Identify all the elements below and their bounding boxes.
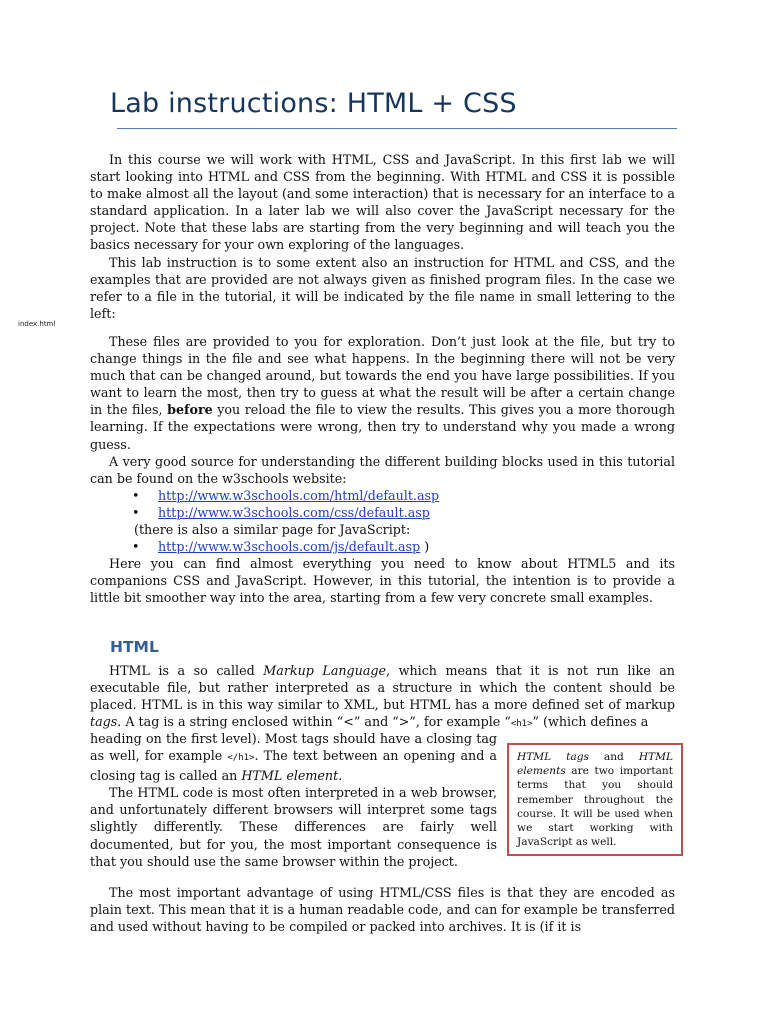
section-heading-html: HTML [110,638,159,656]
link-list [90,487,675,555]
exploration-paragraph: These files are provided to you for exploration. Don’t just look at the file, but try to change things in the file and see what happens. In the beginning there will not be very much that can be changed around, but towards the end you have large possibilities. If you want to learn the most, then try to guess at what the result will be after a certain change in the files, before you reload the file to view the results. This gives you a more thorough learning. If the expectations were wrong, then try to understand why you made a wrong guess. [90,334,675,452]
source-paragraph: A very good source for understanding the different building blocks used in this tutorial can be found on the w3schools website: [90,453,675,486]
list-item: • http://www.w3schools.com/js/default.asp ) [90,538,675,555]
w3schools-js-link[interactable]: http://www.w3schools.com/js/default.asp [158,539,421,555]
w3schools-css-link[interactable]: http://www.w3schools.com/css/default.asp [158,504,430,520]
page-title: Lab instructions: HTML + CSS [110,88,517,119]
list-item [90,487,675,504]
margin-file-note: index.html [18,320,56,328]
definition-callout: HTML tags and HTML elements are two important terms that you should remember throughout the course. It will be used when we start working with JavaScript as well. [507,743,683,856]
html-paragraph: The HTML code is most often interpreted in a web browser, and unfortunately different browsers will interpret some tags slightly differently. These differences are fairly well documented, but for you, the most important consequence is that you should use the same browser within the project. [90,785,497,869]
code-close-h1: </h1> [227,753,255,764]
title-divider [117,128,677,129]
intro-paragraph: In this course we will work with HTML, CSS and JavaScript. In this first lab we will start looking into HTML and CSS from the beginning. With HTML and CSS it is possible to make almost all the layout (and some interaction) that is necessary for an interface to a standard application. In a later lab we will also cover the JavaScript necessary for the project. Note that these labs are starting from the very beginning and will teach you the basics necessary for your own exploring of the languages. [90,152,675,253]
html-section-bottom [90,884,675,935]
html-paragraph: The most important advantage of using HTML/CSS files is that they are encoded as plain text. This mean that it is a human readable code, and can for example be transferred and used without having to be compiled or packed into archives. It is (if it is [90,885,675,935]
html-section-wide [90,662,675,733]
js-note: (there is also a similar page for JavaScript: [134,522,411,538]
exploration-section [90,333,675,607]
emphasis-before: before [167,402,213,418]
html-paragraph: HTML is a so called Markup Language, which means that it is not run like an executable file, but rather interpreted as a structure in which the content should be placed. HTML is in this way similar to XML, but HTML has a more defined set of markup tags. A tag is a string enclosed within “<” and “>”, for example “<h1>” (which defines a [90,663,675,730]
html-section-narrow [90,730,497,870]
list-item [90,504,675,521]
w3schools-html-link[interactable]: http://www.w3schools.com/html/default.asp [158,487,440,503]
html-paragraph-continued: heading on the first level). Most tags should have a closing tag as well, for example </h1>. The text between an opening and a closing tag is called an HTML element. [90,731,497,784]
intro-section [90,151,675,322]
closing-paragraph: Here you can find almost everything you need to know about HTML5 and its companions CSS and JavaScript. However, in this tutorial, the intention is to provide a little bit smoother way into the area, starting from a few very concrete small examples. [90,556,675,606]
intro-paragraph: This lab instruction is to some extent also an instruction for HTML and CSS, and the examples that are provided are not always given as finished program files. In the case we refer to a file in the tutorial, it will be indicated by the file name in small lettering to the left: [90,254,675,321]
code-h1: <h1> [510,719,533,730]
